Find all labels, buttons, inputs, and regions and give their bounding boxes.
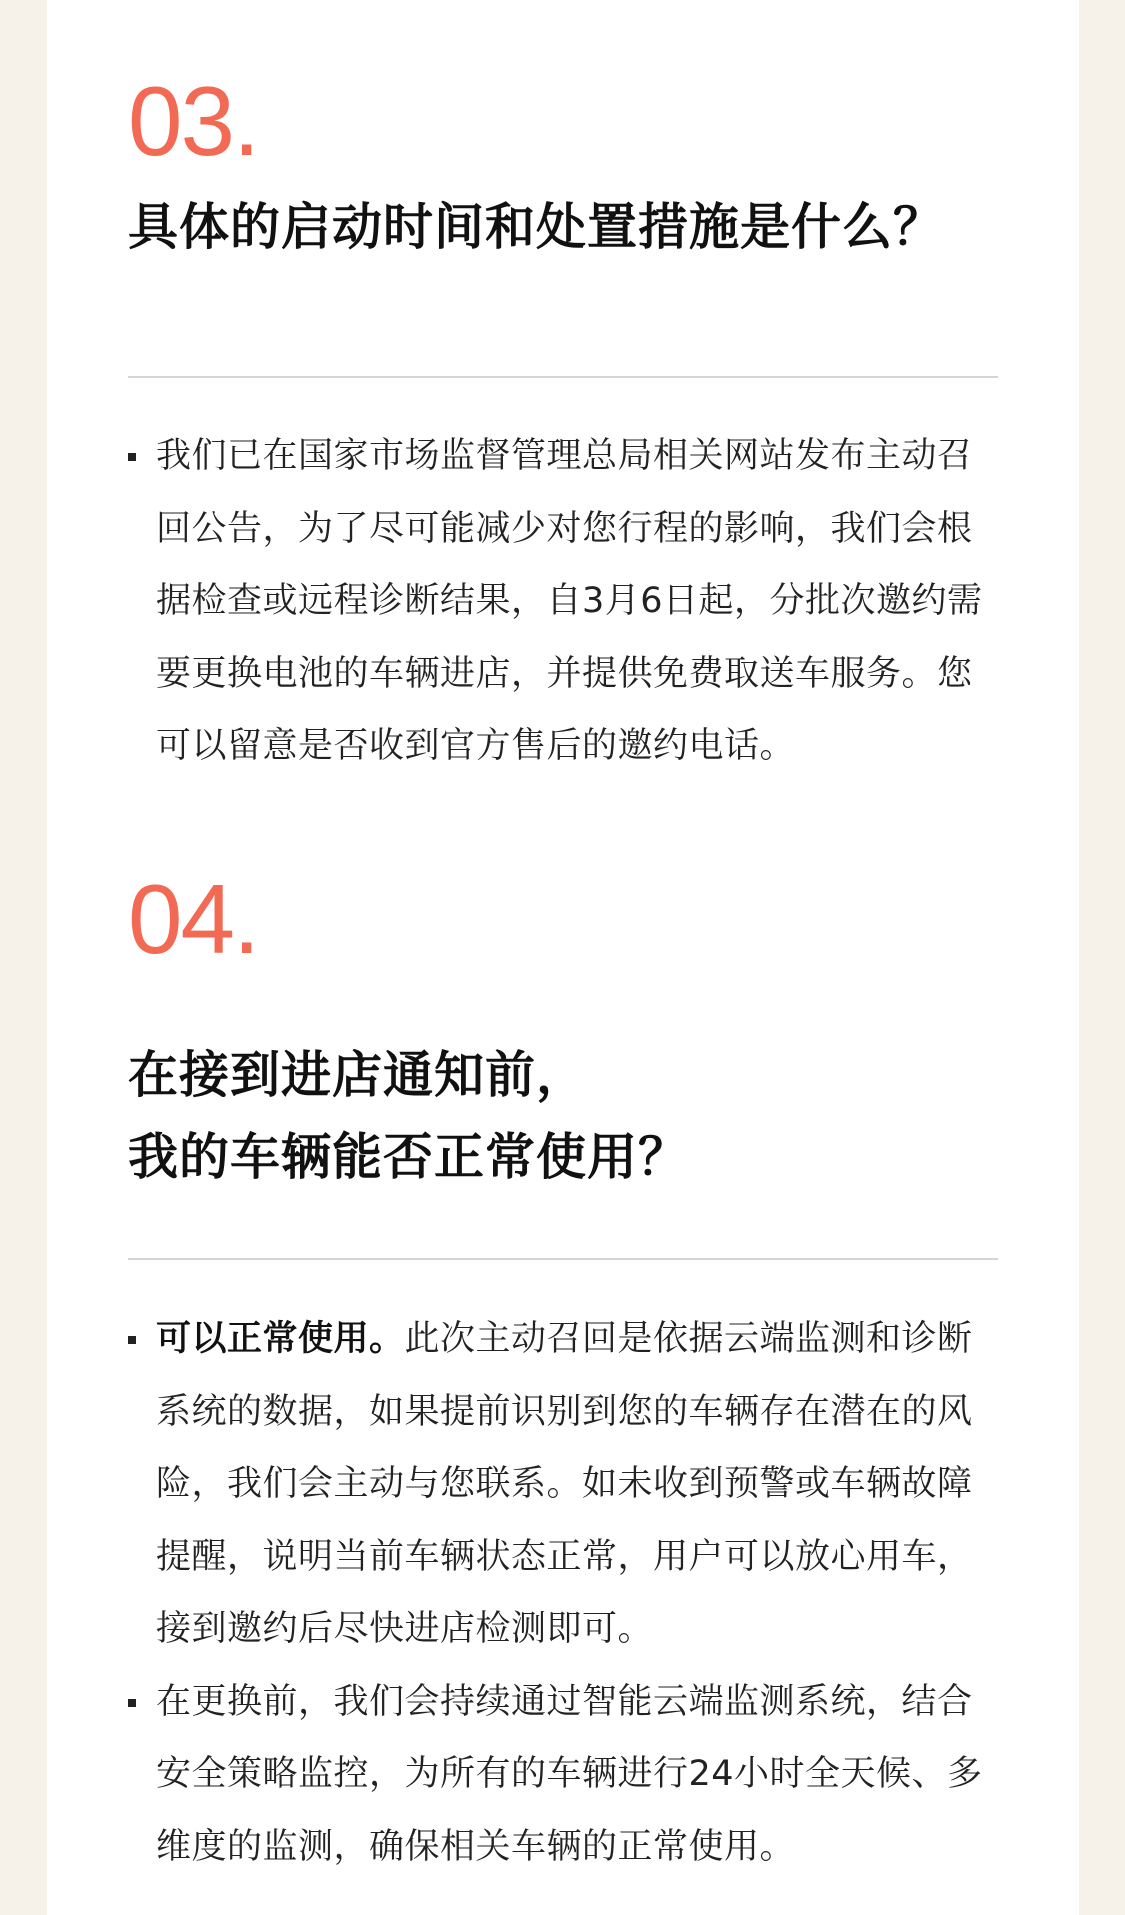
section-03-bullet-1 <box>128 420 998 783</box>
section-04-bullet-2-text: 在更换前，我们会持续通过智能云端监测系统，结合安全策略监控，为所有的车辆进行24小时全天候、多维度的监测，确保相关车辆的正常使用。 <box>156 1681 983 1867</box>
section-title-03-line-1: 具体的启动时间和处置措施是什么？ <box>128 198 944 256</box>
section-title-04 <box>128 1034 1008 1198</box>
section-title-04-line-1: 在接到进店通知前， <box>128 1046 587 1104</box>
section-04-bullet-1-lead: 可以正常使用。 <box>156 1319 405 1359</box>
section-title-04-line-2: 我的车辆能否正常使用？ <box>128 1128 689 1186</box>
section-04-bullet-2 <box>128 1666 998 1884</box>
section-divider-04 <box>128 1258 998 1260</box>
section-title-03 <box>128 186 1008 268</box>
section-divider-03 <box>128 376 998 378</box>
section-number-03: 03. <box>128 66 259 176</box>
section-03-bullet-1-text: 我们已在国家市场监督管理总局相关网站发布主动召回公告，为了尽可能减少对您行程的影响，我们会根据检查或远程诊断结果，自3月6日起，分批次邀约需要更换电池的车辆进店，并提供免费取送车服务。您可以留意是否收到官方售后的邀约电话。 <box>156 436 983 766</box>
section-04-bullet-1-text: 此次主动召回是依据云端监测和诊断系统的数据，如果提前识别到您的车辆存在潜在的风险，我们会主动与您联系。如未收到预警或车辆故障提醒，说明当前车辆状态正常，用户可以放心用车，接到邀约后尽快进店检测即可。 <box>156 1319 973 1649</box>
section-number-04: 04. <box>128 864 259 974</box>
section-03-bullet-list <box>128 420 998 783</box>
section-04-bullet-1 <box>128 1303 998 1666</box>
section-04-bullet-list <box>128 1303 998 1883</box>
